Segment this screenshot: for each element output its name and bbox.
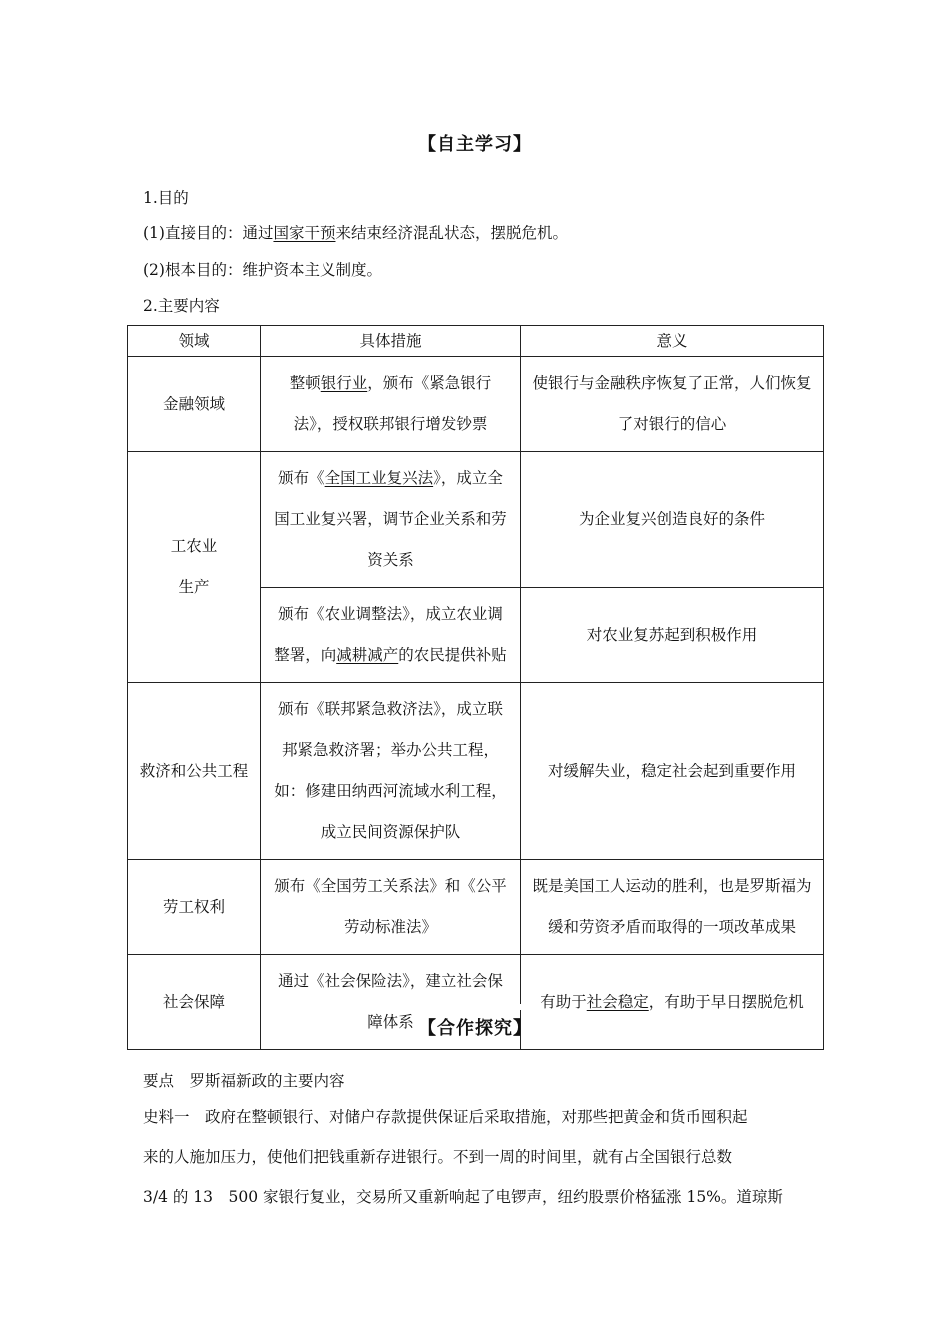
measure-labor: 颁布《全国劳工关系法》和《公平劳动标准法》 <box>261 860 521 955</box>
measure-relief: 颁布《联邦紧急救济法》，成立联邦紧急救济署；举办公共工程，如：修建田纳西河流域水利工程，成立民间资源保护队 <box>261 683 521 860</box>
measure-finance <box>261 357 521 452</box>
meaning-social-prefix: 有助于 <box>540 992 587 1011</box>
table-row <box>128 860 824 955</box>
section-title-self-study: 【自主学习】 <box>418 134 532 155</box>
meaning-labor: 既是美国工人运动的胜利，也是罗斯福为缓和劳资矛盾而取得的一项改革成果 <box>521 860 824 955</box>
measure-agriculture-prefix: 颁布《农业调整法》，成立农业调整署，向 <box>274 605 503 664</box>
field-labor: 劳工权利 <box>128 860 261 955</box>
section-title-cooperative-inquiry: 【合作探究】 <box>418 1018 532 1039</box>
measure-agriculture-key: 减耕减产 <box>336 646 399 664</box>
meaning-social-key: 社会稳定 <box>586 992 649 1011</box>
table-header-row <box>128 326 824 357</box>
measure-industry <box>261 452 521 588</box>
direct-purpose-key: 国家干预 <box>273 224 336 242</box>
meaning-social-suffix: ，有助于早日摆脱危机 <box>648 992 804 1011</box>
purpose-heading: 1.目的 <box>143 189 189 207</box>
measure-agriculture <box>261 588 521 683</box>
measure-finance-prefix: 整顿 <box>289 374 321 392</box>
direct-purpose <box>143 221 568 243</box>
new-deal-content-table <box>127 325 824 1050</box>
meaning-agriculture: 对农业复苏起到积极作用 <box>521 588 824 683</box>
meaning-finance: 使银行与金融秩序恢复了正常，人们恢复了对银行的信心 <box>521 357 824 452</box>
table-bottom-gap <box>424 1004 528 1010</box>
measure-industry-suffix: 》，成立全国工业复兴署，调节企业关系和劳资关系 <box>274 469 507 569</box>
header-measures: 具体措施 <box>261 326 521 357</box>
measure-industry-prefix: 颁布《 <box>278 469 325 487</box>
direct-purpose-suffix: 来结束经济混乱状态，摆脱危机。 <box>335 224 568 242</box>
field-finance: 金融领域 <box>128 357 261 452</box>
root-purpose: (2)根本目的：维护资本主义制度。 <box>143 261 382 279</box>
table-row <box>128 357 824 452</box>
measure-finance-suffix: ，颁布《紧急银行法》，授权联邦银行增发钞票 <box>293 374 492 433</box>
meaning-industry: 为企业复兴创造良好的条件 <box>521 452 824 588</box>
table-row <box>128 683 824 860</box>
direct-purpose-prefix: (1)直接目的：通过 <box>143 224 274 242</box>
key-point: 要点 罗斯福新政的主要内容 <box>143 1072 345 1090</box>
material-line: 史料一 政府在整顿银行、对储户存款提供保证后采取措施，对那些把黄金和货币囤积起 <box>143 1108 748 1126</box>
meaning-relief: 对缓解失业，稳定社会起到重要作用 <box>521 683 824 860</box>
field-industry-agriculture: 工农业生产 <box>128 452 261 683</box>
field-social: 社会保障 <box>128 955 261 1050</box>
header-field: 领域 <box>128 326 261 357</box>
measure-finance-key: 银行业 <box>320 374 368 392</box>
measure-social: 通过《社会保险法》，建立社会保障体系 <box>261 955 521 1050</box>
material-line: 3/4 的 13 500 家银行复业，交易所又重新响起了电锣声，纽约股票价格猛涨 15%。道琼斯 <box>143 1188 783 1206</box>
content-heading: 2.主要内容 <box>143 297 220 315</box>
material-line: 来的人施加压力，使他们把钱重新存进银行。不到一周的时间里，就有占全国银行总数 <box>143 1148 733 1166</box>
measure-agriculture-suffix: 的农民提供补贴 <box>398 646 507 664</box>
measure-industry-key: 全国工业复兴法 <box>324 469 434 487</box>
table-row <box>128 452 824 588</box>
field-relief: 救济和公共工程 <box>128 683 261 860</box>
header-meaning: 意义 <box>521 326 824 357</box>
